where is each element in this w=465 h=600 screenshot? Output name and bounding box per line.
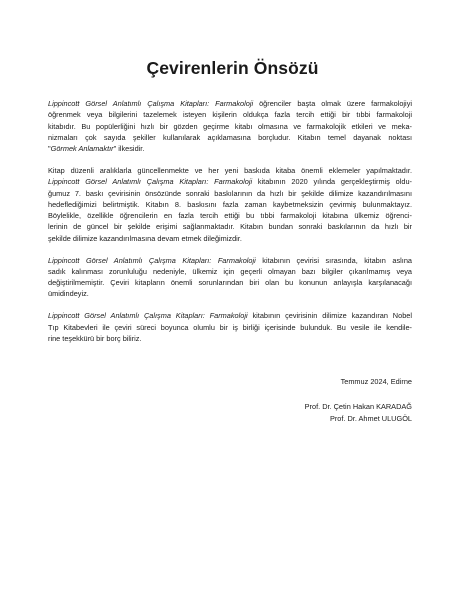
text-line: kitabıdır. Bu popülerliğini hızlı bir gözden geçirme kitabı olmasına ve farmakolojik etkileri ve meka- (48, 121, 412, 131)
text-line: ümidindeyiz. (48, 289, 89, 299)
paragraph-1 (48, 98, 412, 154)
text-line: hedeflediğimizi belirtmiştik. Kitabın 8. baskısını fazla zaman kaybetmeksizin çevirmiş bulunmaktayız. (48, 199, 412, 209)
text-line: lerinin de güncel bir şekilde erişimi sağlanmaktadır. Kitabın bundan sonraki baskılarının da hızlı bir (48, 222, 412, 232)
text-line: ğumuz 7. baskı çevirisinin önsözünde sonraki baskılarının da hızlı bir şekilde dilimize kazandırılmasını (48, 188, 412, 198)
text-line: Lippincott Görsel Anlatımlı Çalışma Kitapları: Farmakoloji öğrenciler başta olmak üzere farmakolojiyi (48, 99, 412, 108)
text-line: rine teşekkürü bir borç biliriz. (48, 333, 142, 343)
text-line: şekilde dilimize kazandırılmasına devam etmek dileğimizdir. (48, 233, 242, 243)
text-line: Böylelikle, özellikle öğrencilerin en fazla tercih ettiği bu tıbbi farmakoloji kitabına ülkemiz öğrenci- (48, 211, 412, 221)
text-line: Lippincott Görsel Anlatımlı Çalışma Kitapları: Farmakoloji kitabının 2020 yılında gerçekleştirmiş oldu- (48, 177, 412, 187)
text-line: sadık kalınması zorunluluğu nedeniyle, ülkemiz için geçerli olmayan bazı bilgiler çıkarılmamış veya (48, 266, 412, 276)
paragraph-4 (48, 310, 412, 344)
preface-body (48, 98, 412, 355)
paragraph-2 (48, 165, 412, 244)
date-place: Temmuz 2024, Edirne (340, 377, 412, 386)
text-line: Kitap düzenli aralıklarla güncellenmekte ve her yeni baskıda kitaba önemli eklemeler yapılmaktadır. (48, 165, 412, 175)
signature-2: Prof. Dr. Ahmet ULUGÖL (329, 414, 412, 423)
paragraph-3 (48, 255, 412, 300)
text-line: Lippincott Görsel Anlatımlı Çalışma Kitapları: Farmakoloji kitabının çevirisinin dilimize kazandıran Nobel (48, 311, 412, 321)
text-line: Lippincott Görsel Anlatımlı Çalışma Kitapları: Farmakoloji kitabının çevirisi sırasında, kitabın aslına (48, 255, 412, 265)
text-line: değiştirilmemiştir. Çeviri kitapların önemli sorunlarından biri olan bu konunun anlayışla karşılanacağı (48, 278, 412, 288)
page-title: Çevirenlerin Önsözü (146, 58, 319, 78)
text-line: Tıp Kitabevleri ile çeviri süreci boyunca olumlu bir iş birliği içerisinde bulunduk. Bu vesile ile kendile- (48, 322, 412, 332)
text-line: "Görmek Anlamaktır" ilkesidir. (48, 144, 145, 154)
text-line: nizmaları çok sayıda şekiller kullanılarak açıklamasına borçludur. Kitabın temel dayanak noktası (48, 132, 412, 142)
text-line: öğrenmek veya bilgilerini tazelemek isteyen kişilerin oldukça fazla tercih ettiği bir tıbbi farmakoloji (48, 110, 412, 120)
signature-1: Prof. Dr. Çetin Hakan KARADAĞ (304, 402, 412, 411)
